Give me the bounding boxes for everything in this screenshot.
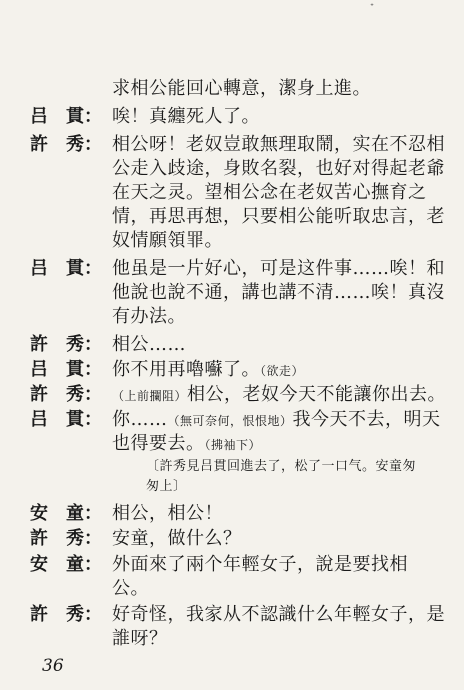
dialogue-text: 我今天不去，明天 [292,409,441,430]
speaker-label: 許 秀： [30,528,102,549]
dialogue-line: 安童，做什么？ [112,528,242,549]
dialogue-line: 他說也說不通，講也講不清……唉！真沒 [112,282,445,303]
print-mark: ᐩ [370,2,374,13]
dialogue-line: 相公…… [112,334,186,355]
dialogue-line: 相公，相公！ [112,503,223,524]
speaker-label: 許 秀： [30,334,102,355]
stage-direction: （上前攔阻） [112,389,188,403]
dialogue-line: 公走入歧途，身敗名裂，也好对得起老爺 [112,158,445,179]
stage-direction: （欲走） [260,364,305,378]
stage-direction: （拂袖下） [204,438,262,452]
dialogue-line: 相公呀！老奴豈敢無理取鬧，实在不忍相 [112,134,445,155]
dialogue-line: 他虽是一片好心，可是这件事……唉！和 [112,258,445,279]
dialogue-text: 相公，老奴今天不能讓你出去。 [187,384,447,405]
stage-note: 〔許秀見吕貫回進去了，松了一口气。安童匆 [146,459,417,474]
speaker-label: 吕 貫： [30,258,102,279]
dialogue-line: 誰呀？ [112,628,168,649]
dialogue-line [112,384,446,407]
dialogue-line: 好奇怪，我家从不認識什么年輕女子，是 [112,604,445,625]
speaker-label: 吕 貫： [30,359,102,380]
dialogue-line: 有办法。 [112,306,186,327]
speaker-label: 吕 貫： [30,409,102,430]
speaker-label: 吕 貫： [30,106,102,127]
text-line: 求相公能回心轉意，潔身上進。 [112,78,371,99]
dialogue-line: 唉！真纏死人了。 [112,106,260,127]
speaker-label: 安 童： [30,503,102,524]
speaker-label: 安 童： [30,554,102,575]
speaker-label: 許 秀： [30,604,102,625]
dialogue-line: 奴情願領罪。 [112,230,223,251]
dialogue-line: 情，再思再想，只要相公能听取忠言，老 [112,206,445,227]
dialogue-line [112,409,441,432]
speaker-label: 許 秀： [30,134,102,155]
dialogue-line: 在天之灵。望相公念在老奴苦心撫育之 [112,182,427,203]
speaker-label: 許 秀： [30,384,102,405]
dialogue-text: 你…… [112,409,168,430]
stage-direction: （無可奈何，恨恨地） [167,414,293,428]
stage-note: 匆上〕 [146,479,187,494]
dialogue-line: 公。 [112,578,149,599]
page-number: 36 [42,656,64,676]
dialogue-line [112,433,261,456]
dialogue-line: 外面來了兩个年輕女子，說是要找相 [112,554,408,575]
dialogue-text: 你不用再嚕囌了。 [112,359,260,380]
dialogue-line [112,359,304,382]
dialogue-text: 也得要去。 [112,433,205,454]
